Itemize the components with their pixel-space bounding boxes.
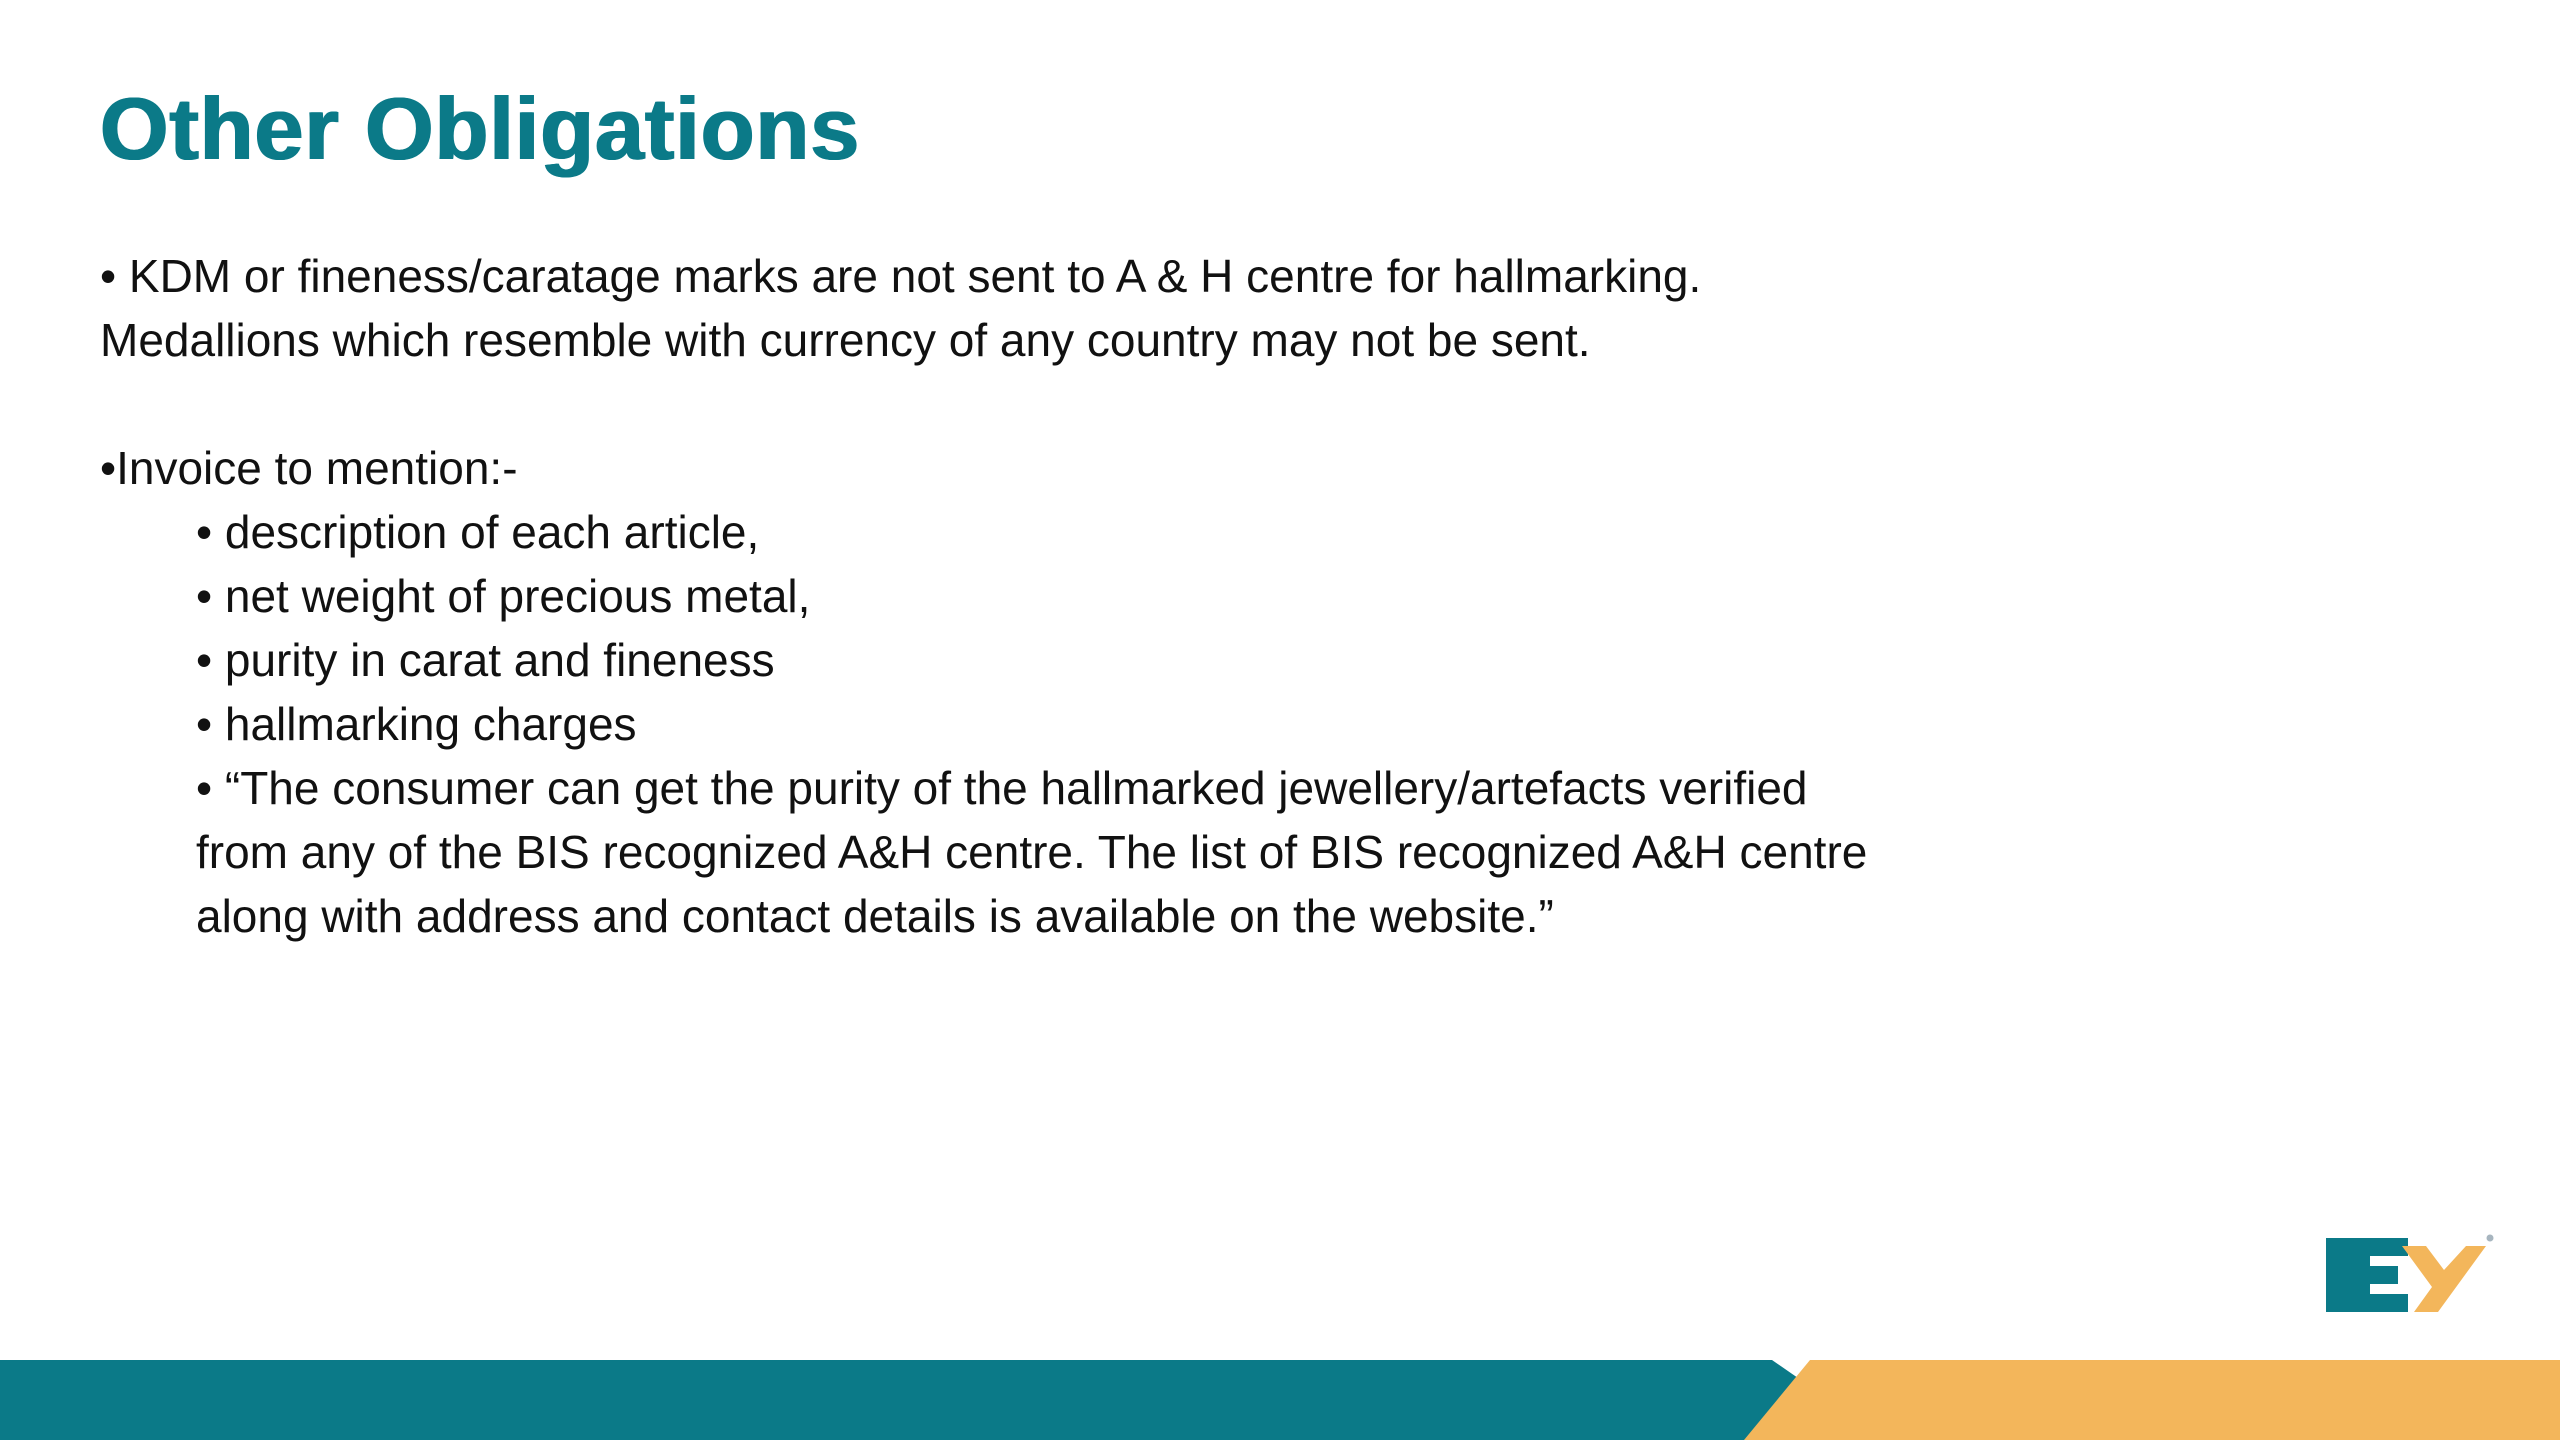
footer-band [0,1360,2560,1440]
slide-content [100,244,2000,948]
invoice-item-charges: • hallmarking charges [196,698,637,750]
invoice-heading: •Invoice to mention:- [100,442,518,494]
invoice-item-purity: • purity in carat and fineness [196,634,775,686]
footer-teal-segment [0,1360,1798,1440]
brand-logo [2326,1232,2496,1318]
invoice-item-consumer-quote-line-2: from any of the BIS recognized A&H centre. The list of BIS recognized A&H centre [196,826,1868,878]
invoice-list [100,500,2000,948]
invoice-item-consumer-quote-line-1: • “The consumer can get the purity of the hallmarked jewellery/artefacts verified [196,762,1808,814]
invoice-item-description: • description of each article, [196,506,760,558]
brand-logo-teal-mark [2326,1238,2408,1312]
footer-gold-segment [1744,1360,2560,1440]
invoice-item-net-weight: • net weight of precious metal, [196,570,811,622]
paragraph-kdm-line-1: • KDM or fineness/caratage marks are not sent to A & H centre for hallmarking. [100,250,1702,302]
brand-logo-registered-mark [2487,1235,2494,1242]
paragraph-kdm-line-2: Medallions which resemble with currency of any country may not be sent. [100,314,1591,366]
invoice-item-consumer-quote-line-3: along with address and contact details is available on the website.” [196,890,1554,942]
paragraph-spacer [100,372,2000,436]
brand-logo-gold-mark [2402,1246,2486,1312]
slide-title: Other Obligations [100,79,861,178]
